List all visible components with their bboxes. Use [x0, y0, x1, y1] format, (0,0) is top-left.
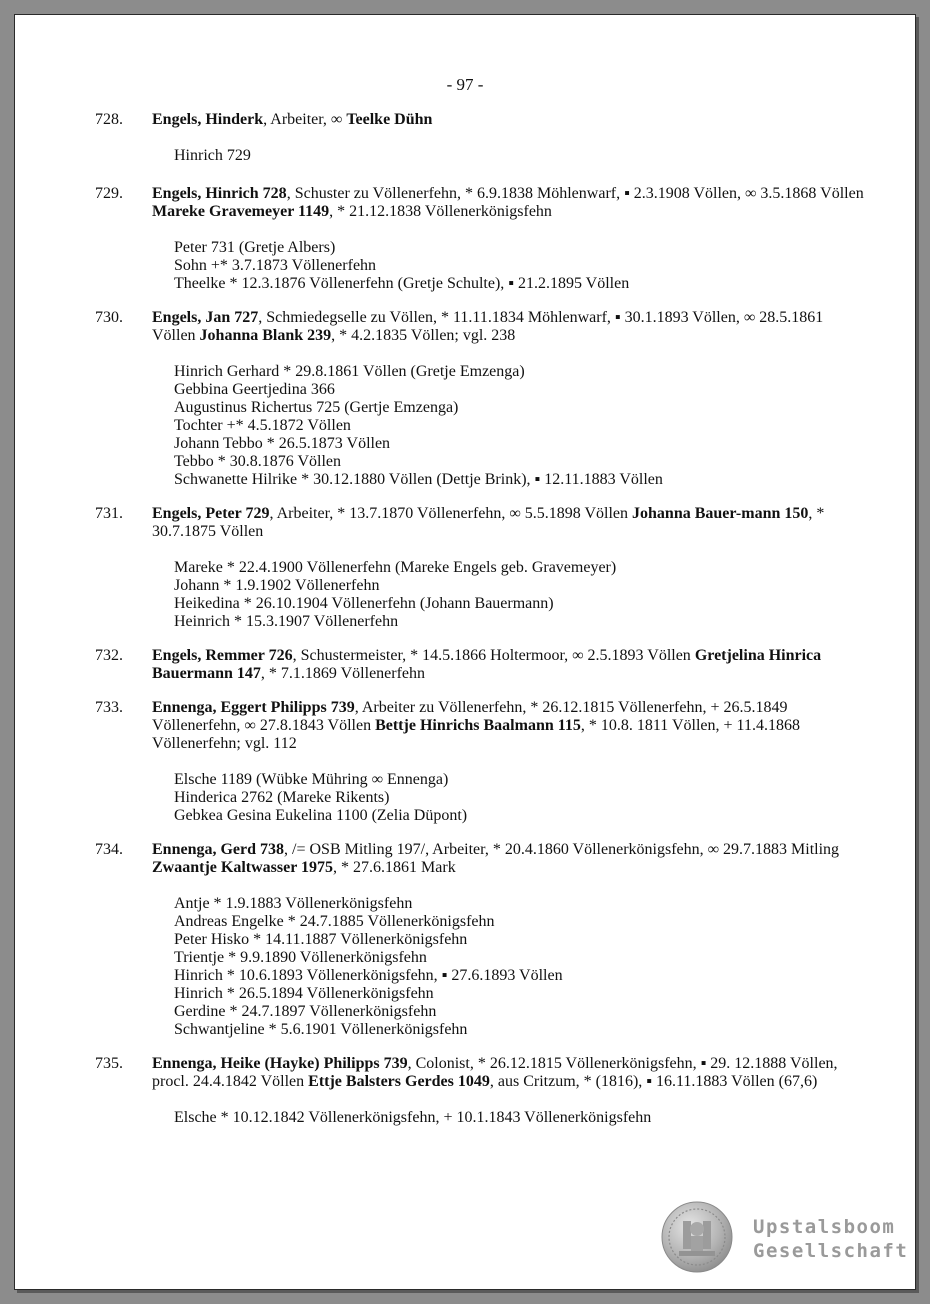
genealogy-entry: [95, 185, 865, 293]
entry-text: , Schmiedegselle zu Völlen, * 11.11.1834 Möhlenwarf, ▪ 30.1.1893 Völlen, ∞ 28.5.1861 Völlen: [152, 309, 824, 344]
child-entry: Elsche * 10.12.1842 Völlenerkönigsfehn, + 10.1.1843 Völlenerkönigsfehn: [174, 1109, 652, 1126]
child-entry: Heikedina * 26.10.1904 Völlenerfehn (Johann Bauermann): [174, 595, 554, 612]
genealogy-entry: [95, 309, 865, 489]
child-entry: Hinderica 2762 (Mareke Rikents): [174, 789, 390, 806]
entry-text: , * 27.6.1861 Mark: [333, 859, 456, 876]
entry-name-bold: Engels, Hinderk: [152, 111, 264, 128]
entry-name-bold: Ennenga, Heike (Hayke) Philipps 739: [152, 1055, 408, 1072]
entry-heading: [152, 505, 865, 541]
entry-name-bold: Teelke Dühn: [346, 111, 433, 128]
child-entry: Peter 731 (Gretje Albers): [174, 239, 336, 256]
entry-number: 733.: [95, 699, 123, 716]
society-watermark: [753, 1215, 908, 1263]
children-list: [152, 895, 865, 1039]
entry-text: , * 10.8. 1811 Völlen, + 11.4.1868 Völlenerfehn; vgl. 112: [152, 717, 800, 752]
entry-name-bold: Mareke Gravemeyer 1149: [152, 203, 330, 220]
entry-text: , Arbeiter zu Völlenerfehn, * 26.12.1815 Völlenerfehn, + 26.5.1849 Völlenerfehn, ∞ 27.8.1843 Völlen: [152, 699, 788, 734]
child-entry: Heinrich * 15.3.1907 Völlenerfehn: [174, 613, 399, 630]
page-number: - 97 -: [446, 75, 484, 94]
entry-text: , Arbeiter, ∞: [263, 111, 347, 128]
children-list: [152, 559, 865, 631]
child-entry: Theelke * 12.3.1876 Völlenerfehn (Gretje Schulte), ▪ 21.2.1895 Völlen: [174, 275, 630, 292]
entry-name-bold: Engels, Hinrich 728: [152, 185, 287, 202]
child-entry: Schwantjeline * 5.6.1901 Völlenerkönigsfehn: [174, 1021, 468, 1038]
entry-heading: [152, 647, 865, 683]
entry-number: 728.: [95, 111, 123, 128]
child-entry: Sohn +* 3.7.1873 Völlenerfehn: [174, 257, 377, 274]
entry-name-bold: Engels, Remmer 726: [152, 647, 293, 664]
genealogy-entry: [95, 505, 865, 631]
entry-heading: [152, 1055, 865, 1091]
watermark-line-1: Upstalsboom: [753, 1216, 896, 1238]
child-entry: Gerdine * 24.7.1897 Völlenerkönigsfehn: [174, 1003, 437, 1020]
seal-icon: [661, 1201, 733, 1273]
child-entry: Gebkea Gesina Eukelina 1100 (Zelia Düpont): [174, 807, 468, 824]
child-entry: Antje * 1.9.1883 Völlenerkönigsfehn: [174, 895, 413, 912]
entry-number: 731.: [95, 505, 123, 522]
entry-list: [95, 111, 865, 1143]
entry-name-bold: Johanna Bauer-mann 150: [632, 505, 809, 522]
child-entry: Elsche 1189 (Wübke Mühring ∞ Ennenga): [174, 771, 449, 788]
entry-text: , aus Critzum, * (1816), ▪ 16.11.1883 Völlen (67,6): [489, 1073, 818, 1090]
entry-number: 735.: [95, 1055, 123, 1072]
child-entry: Mareke * 22.4.1900 Völlenerfehn (Mareke Engels geb. Gravemeyer): [174, 559, 617, 576]
child-entry: Trientje * 9.9.1890 Völlenerkönigsfehn: [174, 949, 427, 966]
entry-heading: [152, 309, 865, 345]
child-entry: Tochter +* 4.5.1872 Völlen: [174, 417, 351, 434]
entry-heading: [152, 185, 865, 221]
genealogy-entry: [95, 111, 865, 165]
entry-number: 732.: [95, 647, 123, 664]
child-entry: Hinrich Gerhard * 29.8.1861 Völlen (Gretje Emzenga): [174, 363, 525, 380]
child-entry: Hinrich * 10.6.1893 Völlenerkönigsfehn, ▪ 27.6.1893 Völlen: [174, 967, 563, 984]
child-entry: Schwanette Hilrike * 30.12.1880 Völlen (Dettje Brink), ▪ 12.11.1883 Völlen: [174, 471, 663, 488]
genealogy-entry: [95, 1055, 865, 1127]
entry-heading: [152, 111, 865, 129]
entry-name-bold: Ennenga, Gerd 738: [152, 841, 285, 858]
entry-number: 734.: [95, 841, 123, 858]
children-list: [152, 1109, 865, 1127]
entry-heading: [152, 699, 865, 753]
child-entry: Hinrich * 26.5.1894 Völlenerkönigsfehn: [174, 985, 434, 1002]
entry-text: , Colonist, * 26.12.1815 Völlenerkönigsfehn, ▪ 29. 12.1888 Völlen, procl. 24.4.1842 Völlen: [152, 1055, 838, 1090]
children-list: [152, 363, 865, 489]
genealogy-entry: [95, 699, 865, 825]
genealogy-entry: [95, 647, 865, 683]
entry-name-bold: Bettje Hinrichs Baalmann 115: [375, 717, 581, 734]
entry-name-bold: Johanna Blank 239: [199, 327, 332, 344]
child-entry: Peter Hisko * 14.11.1887 Völlenerkönigsfehn: [174, 931, 468, 948]
entry-name-bold: Gretjelina Hinrica Bauermann 147: [152, 647, 822, 682]
entry-name-bold: Zwaantje Kaltwasser 1975: [152, 859, 334, 876]
entry-name-bold: Ennenga, Eggert Philipps 739: [152, 699, 355, 716]
genealogy-entry: [95, 841, 865, 1039]
children-list: [152, 147, 865, 165]
entry-name-bold: Engels, Peter 729: [152, 505, 270, 522]
entry-text: , Arbeiter, * 13.7.1870 Völlenerfehn, ∞ 5.5.1898 Völlen: [269, 505, 633, 522]
entry-name-bold: Ettje Balsters Gerdes 1049: [308, 1073, 490, 1090]
child-entry: Gebbina Geertjedina 366: [174, 381, 335, 398]
child-entry: Andreas Engelke * 24.7.1885 Völlenerkönigsfehn: [174, 913, 495, 930]
entry-text: , Schustermeister, * 14.5.1866 Holtermoor, ∞ 2.5.1893 Völlen: [292, 647, 695, 664]
child-entry: Hinrich 729: [174, 147, 251, 164]
entry-name-bold: Engels, Jan 727: [152, 309, 259, 326]
child-entry: Tebbo * 30.8.1876 Völlen: [174, 453, 342, 470]
document-page: [14, 14, 916, 1290]
entry-number: 730.: [95, 309, 123, 326]
entry-text: , /= OSB Mitling 197/, Arbeiter, * 20.4.1860 Völlenerkönigsfehn, ∞ 29.7.1883 Mitling: [284, 841, 840, 858]
entry-number: 729.: [95, 185, 123, 202]
children-list: [152, 239, 865, 293]
child-entry: Johann Tebbo * 26.5.1873 Völlen: [174, 435, 391, 452]
entry-heading: [152, 841, 865, 877]
watermark-line-2: Gesellschaft: [753, 1240, 909, 1262]
entry-text: , * 7.1.1869 Völlenerfehn: [260, 665, 426, 682]
entry-text: , * 30.7.1875 Völlen: [152, 505, 825, 540]
entry-text: , * 21.12.1838 Völlenerkönigsfehn: [329, 203, 552, 220]
entry-text: , * 4.2.1835 Völlen; vgl. 238: [331, 327, 516, 344]
child-entry: Johann * 1.9.1902 Völlenerfehn: [174, 577, 380, 594]
children-list: [152, 771, 865, 825]
entry-text: , Schuster zu Völlenerfehn, * 6.9.1838 Möhlenwarf, ▪ 2.3.1908 Völlen, ∞ 3.5.1868 Völlen: [286, 185, 864, 202]
child-entry: Augustinus Richertus 725 (Gertje Emzenga): [174, 399, 459, 416]
